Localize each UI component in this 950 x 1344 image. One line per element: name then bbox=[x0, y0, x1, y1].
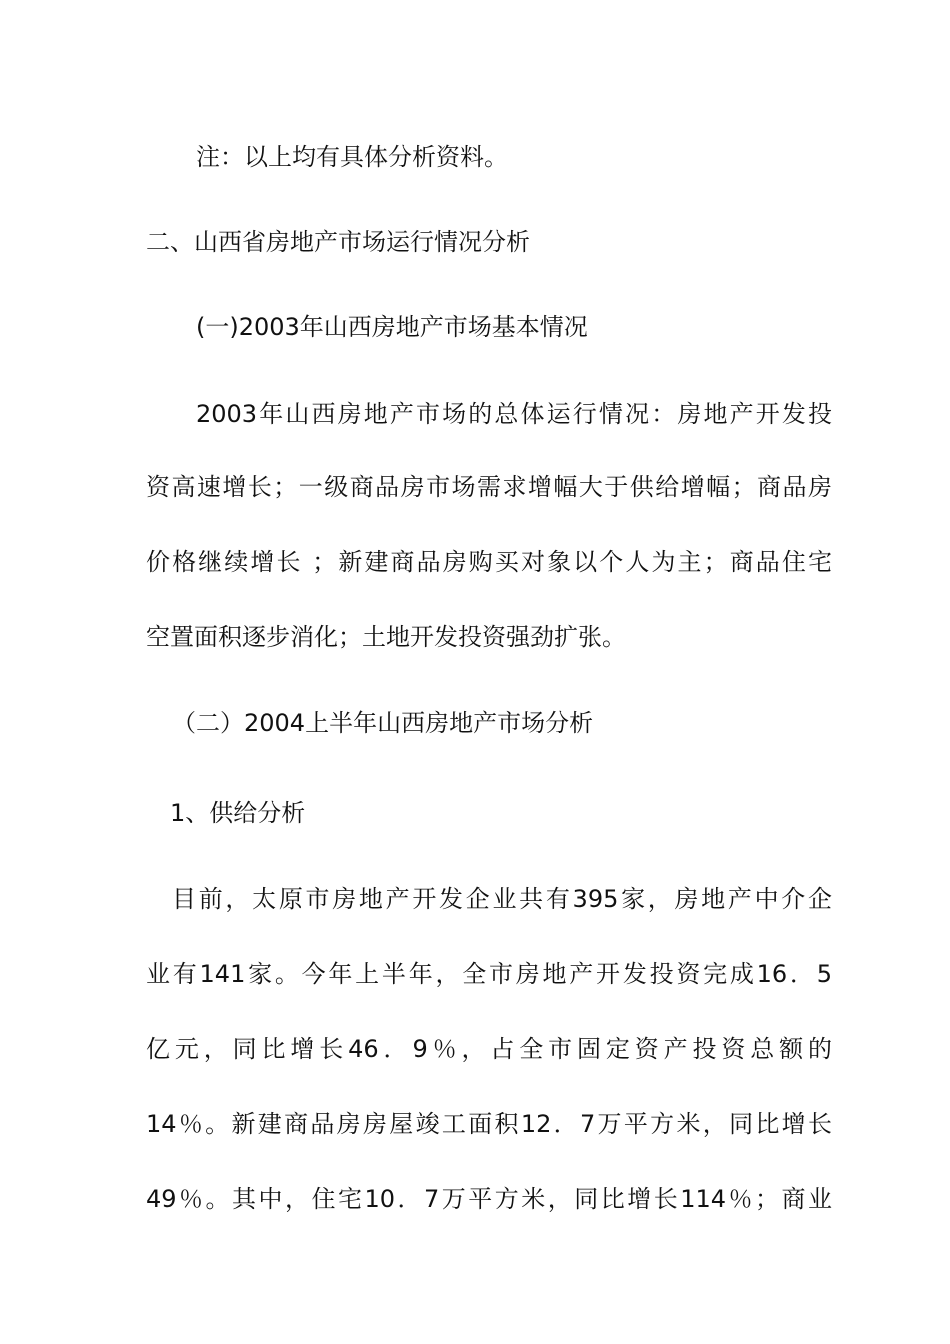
paragraph-line: 目前，太原市房地产开发企业共有395家，房地产中介企 bbox=[172, 885, 832, 913]
paragraph-line: 业有141家。今年上半年，全市房地产开发投资完成16．5 bbox=[146, 960, 832, 988]
paragraph-line: 空置面积逐步消化；土地开发投资强劲扩张。 bbox=[146, 623, 626, 651]
paragraph-line: 价格继续增长 ；新建商品房购买对象以个人为主；商品住宅 bbox=[146, 548, 832, 576]
paragraph-line: 资高速增长；一级商品房市场需求增幅大于供给增幅；商品房 bbox=[146, 473, 832, 501]
paragraph-line: 亿元，同比增长46．9％，占全市固定资产投资总额的 bbox=[146, 1035, 832, 1063]
paragraph-line: 49％。其中，住宅10．7万平方米，同比增长114％；商业 bbox=[146, 1185, 832, 1213]
subsection-heading: （二）2004上半年山西房地产市场分析 bbox=[172, 709, 594, 737]
paragraph-line: 2003年山西房地产市场的总体运行情况：房地产开发投 bbox=[196, 400, 832, 428]
note-line: 注：以上均有具体分析资料。 bbox=[196, 143, 508, 171]
section-heading: 二、山西省房地产市场运行情况分析 bbox=[146, 228, 530, 256]
paragraph-line: 14％。新建商品房房屋竣工面积12．7万平方米，同比增长 bbox=[146, 1110, 832, 1138]
item-heading: 1、供给分析 bbox=[170, 799, 306, 827]
subsection-heading: (一)2003年山西房地产市场基本情况 bbox=[196, 313, 588, 341]
